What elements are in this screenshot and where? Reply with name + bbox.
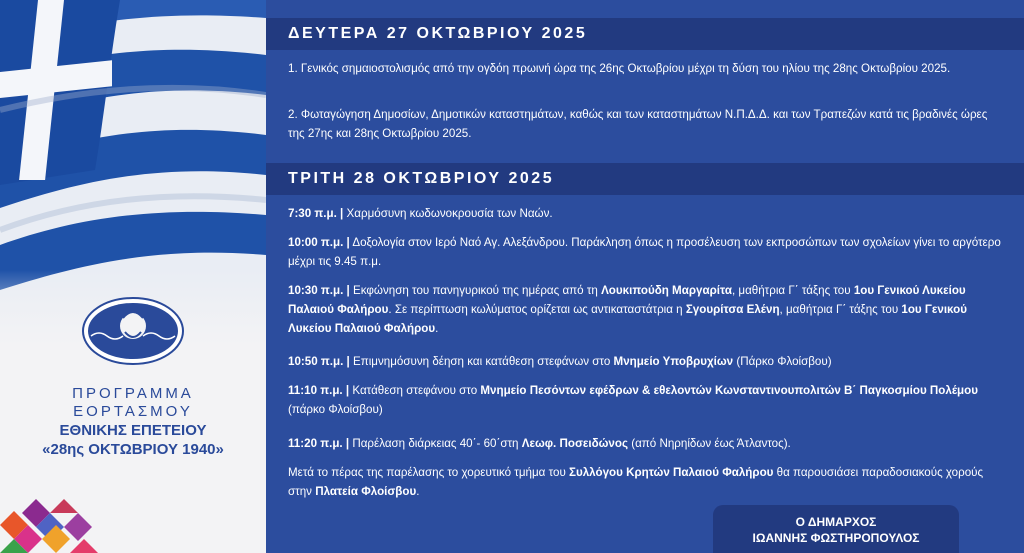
monument-name: Μνημείο Υποβρυχίων [613, 355, 734, 368]
event-1030 [288, 281, 1006, 338]
event-1000 [288, 233, 1006, 271]
monument-name: Μνημείο Πεσόντων εφέδρων & εθελοντών Κωνσταντινουπολιτών Β΄ Παγκοσμίου Πολέμου [480, 384, 978, 397]
decorative-mosaic [0, 495, 110, 553]
program-title-line3: ΕΘΝΙΚΗΣ ΕΠΕΤΕΙΟΥ [59, 422, 207, 439]
event-time: 10:30 π.μ. | [288, 284, 350, 297]
event-text: (Πάρκο Φλοίσβου) [733, 355, 832, 368]
program-title-line2: ΕΟΡΤΑΣΜΟΥ [73, 403, 193, 420]
substitute-name: Σγουρίτσα Ελένη [685, 303, 780, 316]
event-text: Παρέλαση διάρκειας 40΄- 60΄στη [352, 437, 522, 450]
event-text: , μαθήτρια Γ΄ τάξης του [779, 303, 902, 316]
event-time: 7:30 π.μ. | [288, 207, 344, 220]
mayor-title: Ο ΔΗΜΑΡΧΟΣ [795, 515, 877, 529]
note-text: . [416, 485, 420, 498]
event-1050 [288, 352, 1006, 371]
event-text: Δοξολογία στον Ιερό Ναό Αγ. Αλεξάνδρου. Παράκληση όπως η προσέλευση των εκπροσώπων των σχολείων γίνει το αργότερο μέχρι τις 9.45 π.μ. [288, 236, 1001, 268]
program-title-line4: «28ης ΟΚΤΩΒΡΙΟΥ 1940» [42, 441, 224, 458]
event-time: 11:20 π.μ. | [288, 437, 350, 450]
speaker-name: Λουκιπούδη Μαργαρίτα [601, 284, 732, 297]
after-parade-note [288, 463, 1006, 501]
event-1110 [288, 381, 1006, 419]
event-time: 10:00 π.μ. | [288, 236, 350, 249]
mayor-name: ΙΩΑΝΝΗΣ ΦΩΣΤΗΡΟΠΟΥΛΟΣ [752, 531, 920, 545]
tuesday-header: ΤΡΙΤΗ 28 ΟΚΤΩΒΡΙΟΥ 2025 [266, 163, 1024, 195]
avenue-name: Λεωφ. Ποσειδώνος [521, 437, 628, 450]
monday-item-1: 1. Γενικός σημαιοστολισμός από την ογδόη πρωινή ώρα της 26ης Οκτωβρίου μέχρι τη δύση του ηλίου της 28ης Οκτωβρίου 2025. [288, 62, 951, 75]
municipality-logo [81, 296, 185, 366]
monday-header: ΔΕΥΤΕΡΑ 27 ΟΚΤΩΒΡΙΟΥ 2025 [266, 18, 1024, 50]
event-0730 [288, 204, 1006, 223]
mayor-signature-box [713, 505, 959, 553]
program-title-line1: ΠΡΟΓΡΑΜΜΑ [72, 385, 194, 402]
event-text: , μαθήτρια Γ΄ τάξης του [731, 284, 854, 297]
event-text: (πάρκο Φλοίσβου) [288, 403, 383, 416]
left-panel [0, 0, 266, 553]
event-text: . [435, 322, 439, 335]
event-text: (από Νηρηίδων έως Άτλαντος). [628, 437, 791, 450]
program-title [0, 385, 266, 459]
event-time: 11:10 π.μ. | [288, 384, 350, 397]
school-name: 1ου Γενικού Λυκείου Παλαιού Φαλήρου [288, 284, 966, 316]
monday-item-2: 2. Φωταγώγηση Δημοσίων, Δημοτικών καταστημάτων, καθώς και των καταστημάτων Ν.Π.Δ.Δ. και των Τραπεζών κατά τις βραδινές ώρες της 27ης και 28ης Οκτωβρίου 2025. [288, 108, 988, 140]
schedule-panel [266, 0, 1024, 553]
event-time: 10:50 π.μ. | [288, 355, 350, 368]
note-text: θα παρουσιάσει παραδοσιακούς χορούς στην [288, 466, 984, 498]
event-1120 [288, 434, 1006, 453]
square-name: Πλατεία Φλοίσβου [315, 485, 417, 498]
event-text: . Σε περίπτωση κωλύματος ορίζεται ως αντικαταστάτρια η [388, 303, 686, 316]
association-name: Συλλόγου Κρητών Παλαιού Φαλήρου [569, 466, 774, 479]
event-text: Κατάθεση στεφάνου στο [352, 384, 481, 397]
school-name: 1ου Γενικού Λυκείου Παλαιού Φαλήρου [288, 303, 967, 335]
greek-flag-image [0, 0, 266, 345]
event-text: Εκφώνηση του πανηγυρικού της ημέρας από τη [353, 284, 602, 297]
note-text: Μετά το πέρας της παρέλασης το χορευτικό τμήμα του [288, 466, 570, 479]
event-text: Χαρμόσυνη κωδωνοκρουσία των Ναών. [346, 207, 553, 220]
event-text: Επιμνημόσυνη δέηση και κατάθεση στεφάνων στο [353, 355, 614, 368]
